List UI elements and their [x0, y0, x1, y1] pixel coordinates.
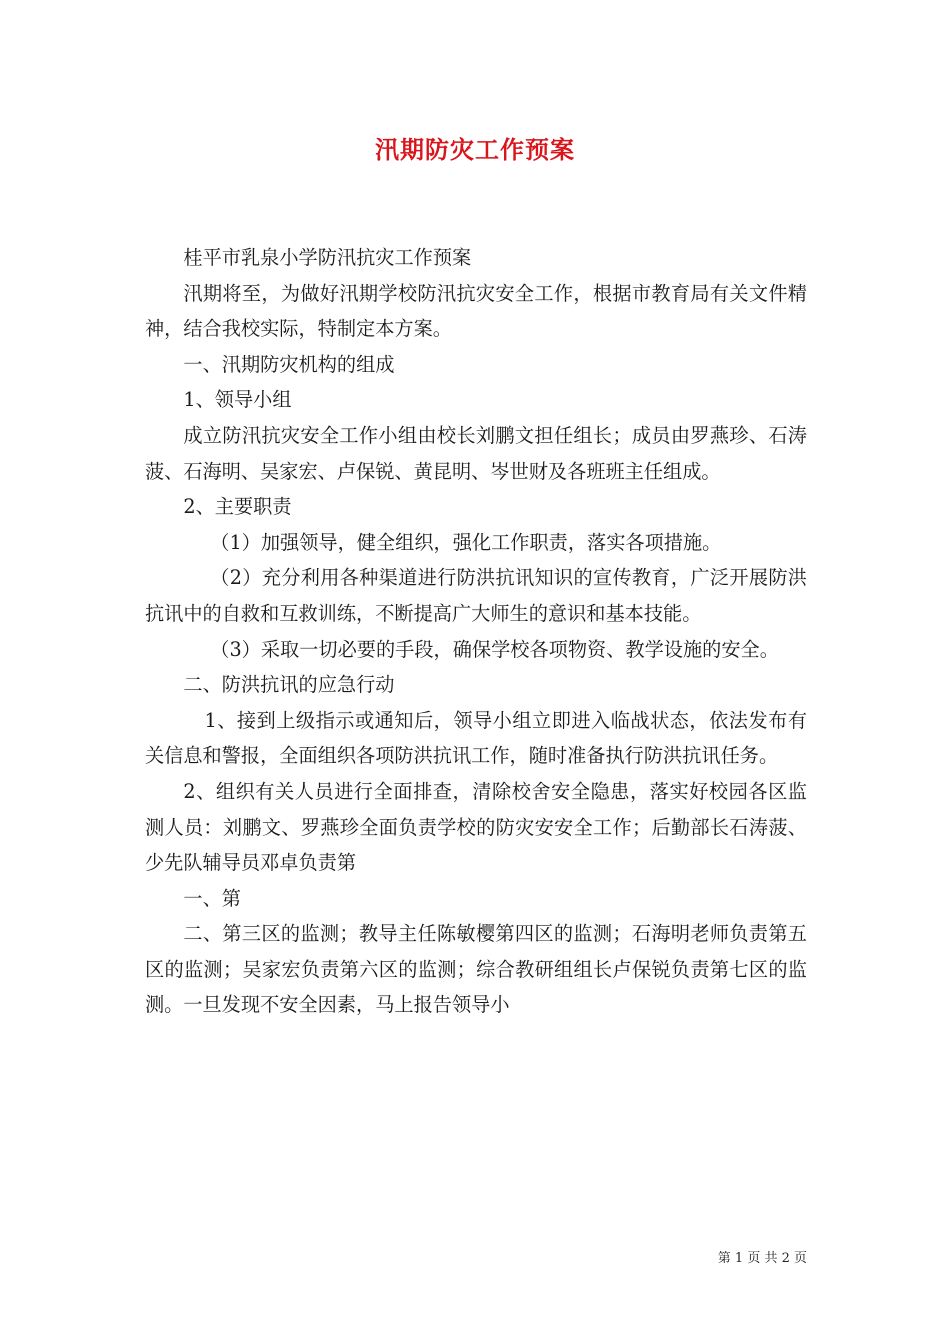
section-heading-1: 一、汛期防灾机构的组成 [183, 352, 395, 376]
duty-item-1: （1）加强领导，健全组织，强化工作职责，落实各项措施。 [210, 530, 722, 554]
page-footer: 第 1 页 共 2 页 [717, 1251, 807, 1266]
duty-item-3: （3）采取一切必要的手段，确保学校各项物资、教学设施的安全。 [210, 637, 779, 661]
document-body [145, 240, 807, 1023]
action-item-1: 1、接到上级指示或通知后，领导小组立即进入临战状态，依法发布有关信息和警报，全面组织各项防洪抗讯工作，随时准备执行防洪抗讯任务。 [145, 708, 807, 768]
paragraph-monitoring: 二、第三区的监测；教导主任陈敏樱第四区的监测；石海明老师负责第五区的监测；吴家宏负责第六区的监测；综合教研组组长卢保锐负责第七区的监测。一旦发现不安全因素，马上报告领导小 [145, 922, 807, 1017]
paragraph-intro: 汛期将至，为做好汛期学校防汛抗灾安全工作，根据市教育局有关文件精神，结合我校实际，特制定本方案。 [145, 281, 807, 341]
section-heading-2: 二、防洪抗讯的应急行动 [183, 673, 395, 697]
paragraph-subtitle: 桂平市乳泉小学防汛抗灾工作预案 [183, 246, 472, 269]
paragraph-leadership: 成立防汛抗灾安全工作小组由校长刘鹏文担任组长；成员由罗燕珍、石涛菠、石海明、吴家宏、卢保锐、黄昆明、岑世财及各班班主任组成。 [145, 423, 807, 483]
subheading-leadership: 1、领导小组 [183, 388, 292, 412]
action-item-2: 2、组织有关人员进行全面排查，清除校舍安全隐患，落实好校园各区监测人员：刘鹏文、罗燕珍全面负责学校的防灾安安全工作；后勤部长石涛菠、少先队辅导员邓卓负责第 [145, 779, 807, 875]
duty-item-2: （2）充分利用各种渠道进行防洪抗讯知识的宣传教育，广泛开展防洪抗讯中的自救和互救训练，不断提高广大师生的意识和基本技能。 [145, 566, 807, 625]
subheading-duties: 2、主要职责 [183, 495, 292, 519]
paragraph-fragment: 一、第 [183, 886, 241, 910]
document-title: 汛期防灾工作预案 [375, 135, 575, 164]
